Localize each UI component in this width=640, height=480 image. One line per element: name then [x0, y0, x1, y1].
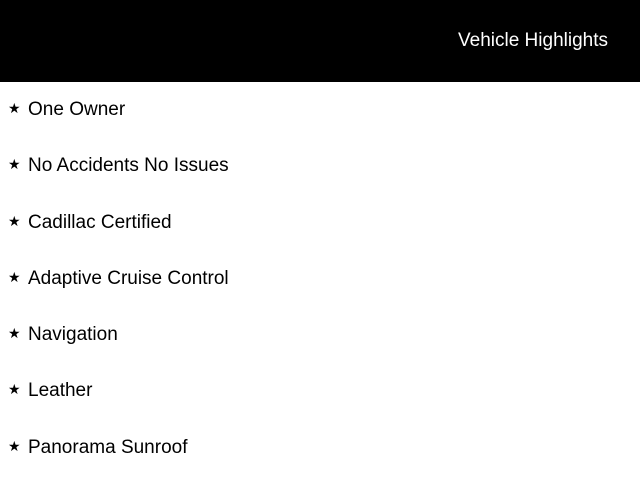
highlight-label: Navigation — [28, 324, 118, 346]
list-item — [0, 307, 640, 363]
highlight-label: No Accidents No Issues — [28, 155, 229, 177]
list-item — [0, 195, 640, 251]
star-icon: ★ — [8, 212, 21, 229]
star-icon: ★ — [8, 100, 21, 116]
highlight-label: Cadillac Certified — [28, 211, 172, 233]
star-icon: ★ — [8, 325, 21, 342]
list-item — [0, 420, 640, 476]
highlights-list — [0, 82, 640, 476]
highlights-header — [0, 0, 640, 82]
highlight-label: One Owner — [28, 99, 126, 120]
list-item — [0, 363, 640, 419]
header-title: Vehicle Highlights — [458, 30, 608, 51]
star-icon: ★ — [8, 268, 21, 285]
highlight-label: Adaptive Cruise Control — [28, 267, 229, 289]
highlight-label: Panorama Sunroof — [28, 436, 188, 458]
star-icon: ★ — [8, 381, 21, 398]
star-icon: ★ — [8, 437, 21, 454]
highlight-label: Leather — [28, 380, 93, 402]
list-item — [0, 82, 640, 138]
list-item — [0, 251, 640, 307]
list-item — [0, 138, 640, 194]
star-icon: ★ — [8, 156, 21, 173]
